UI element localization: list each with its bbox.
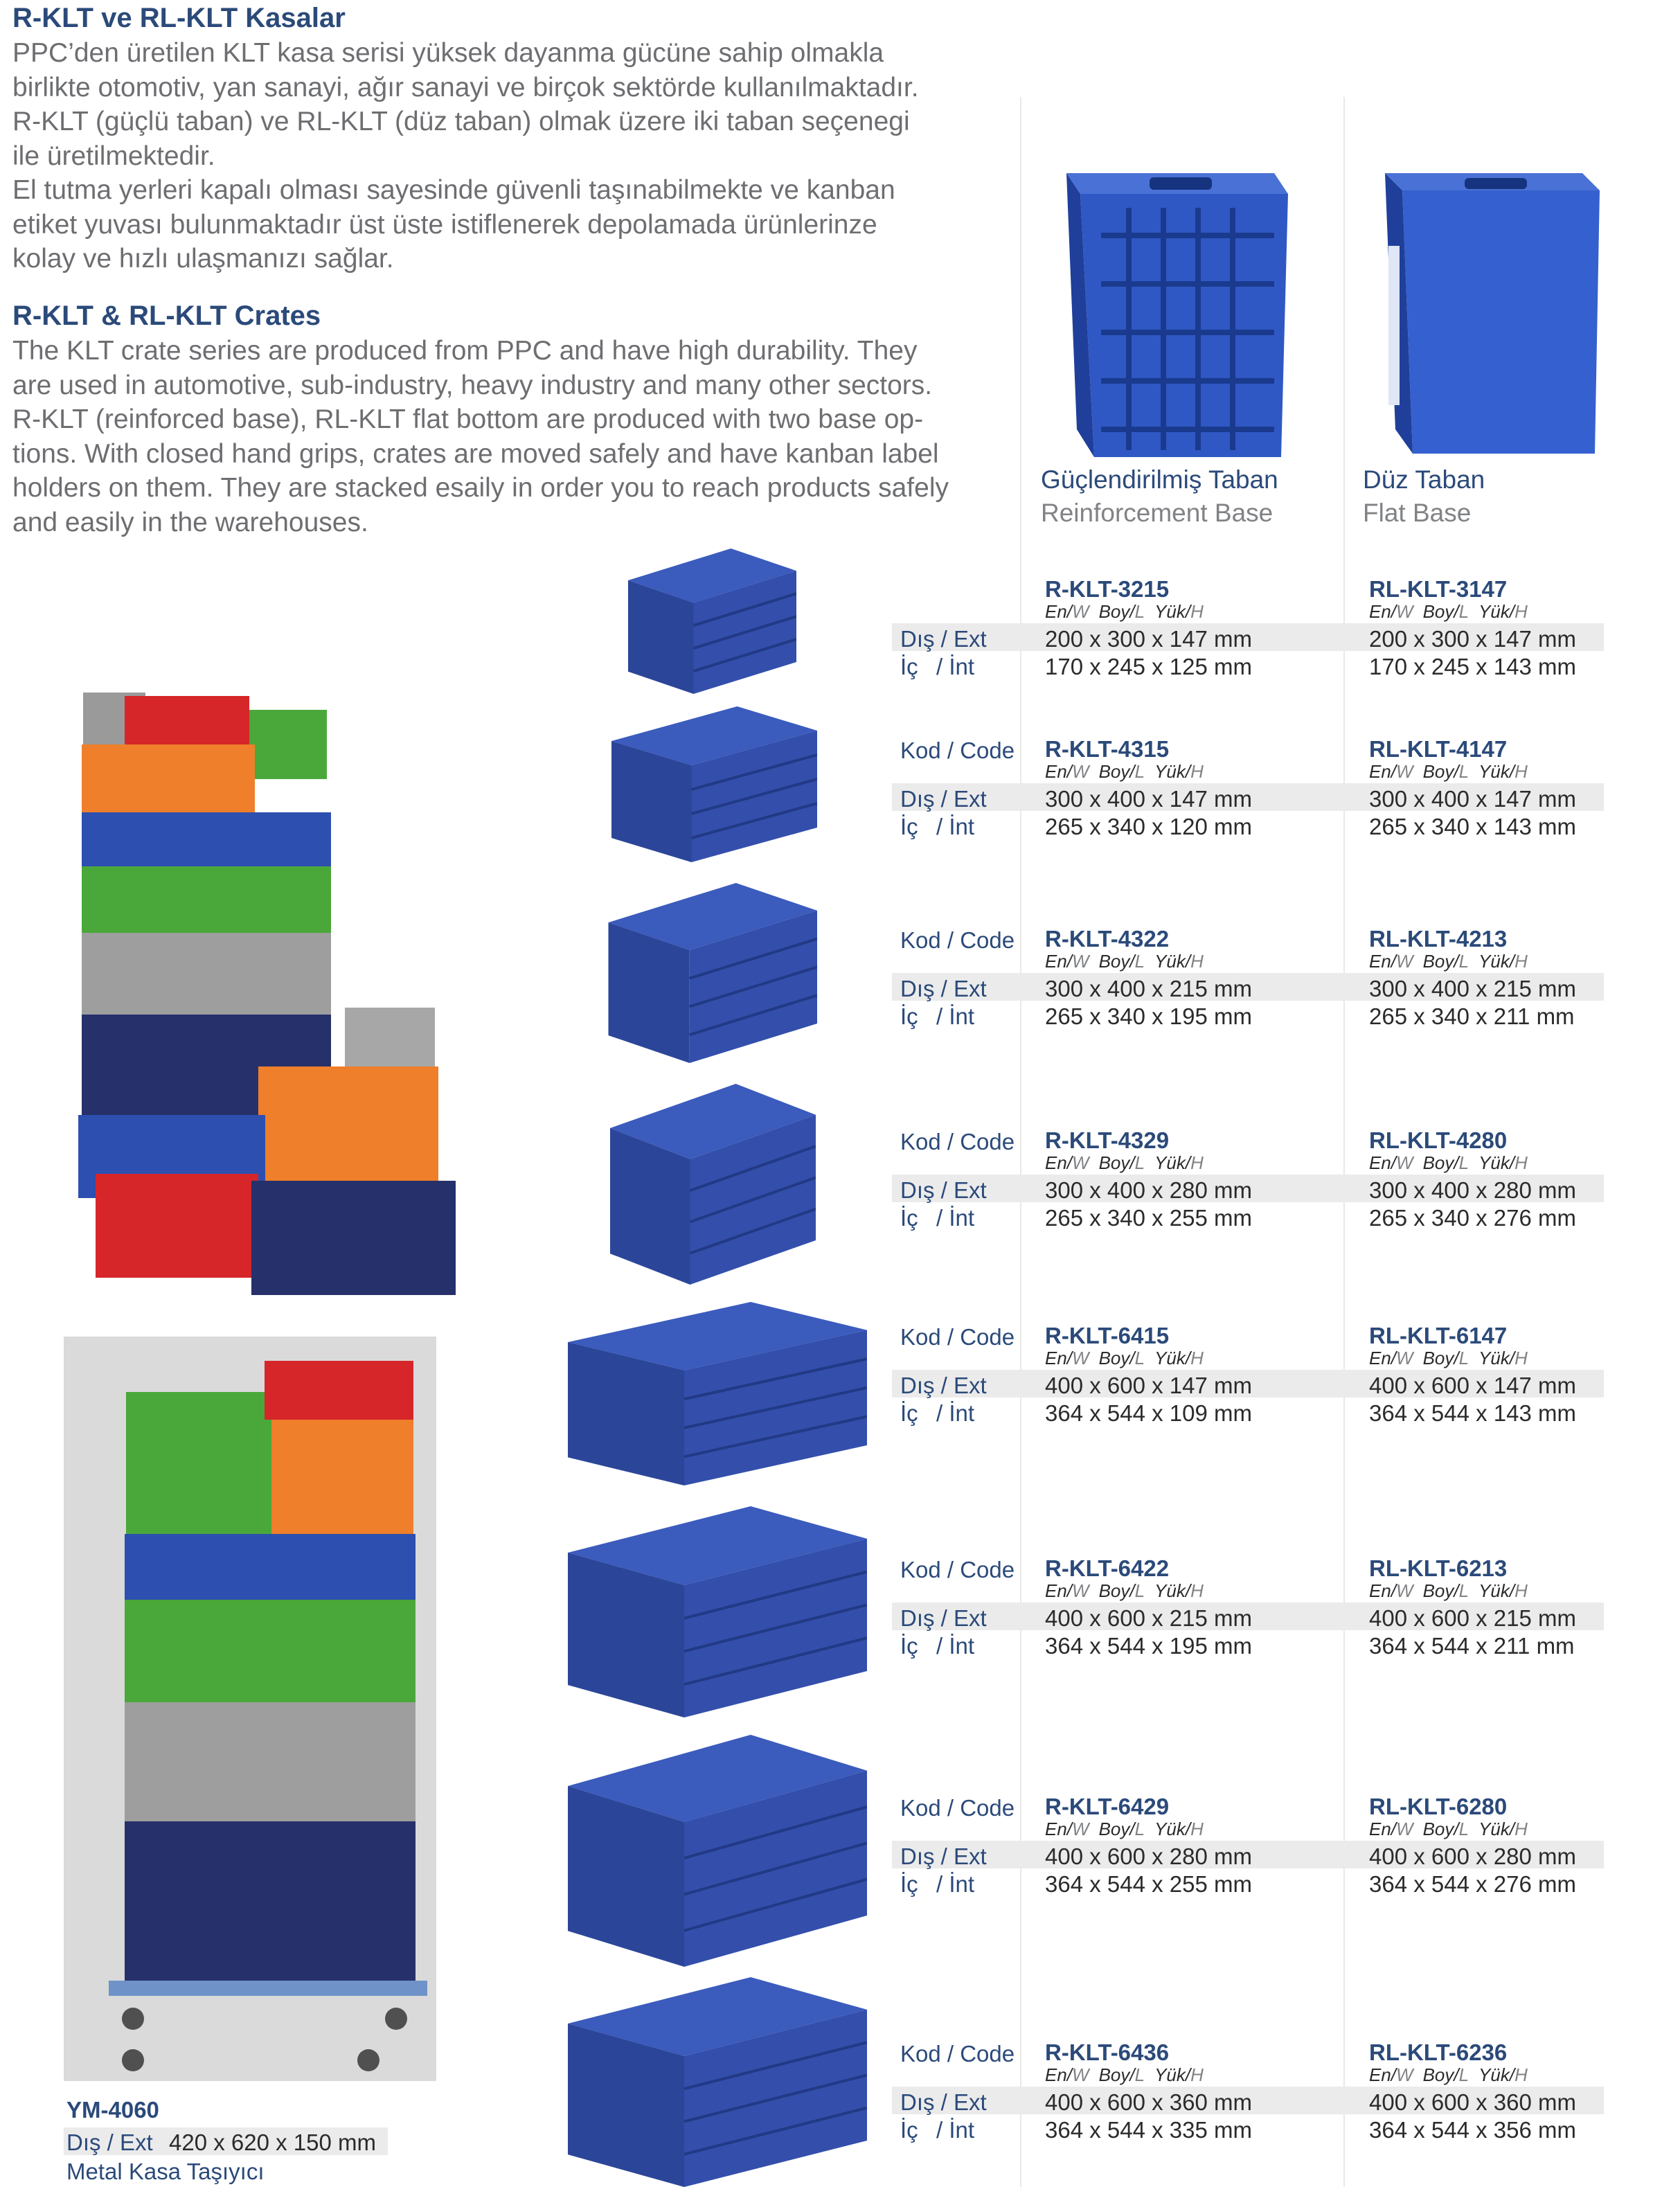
dimension-header-part: En/ <box>1369 1819 1397 1839</box>
rl-int-value: 364 x 544 x 143 mm <box>1369 1400 1576 1426</box>
dimension-header-part: L <box>1458 601 1469 622</box>
int-label-b: / İnt <box>936 1003 975 1029</box>
dimension-header-part: L <box>1134 1819 1145 1839</box>
int-label-a: İç <box>900 814 918 839</box>
dimension-header-part: W <box>1072 1348 1089 1368</box>
dimension-header-part: Yük/ <box>1154 2064 1191 2085</box>
dimension-header <box>1045 1580 1204 1602</box>
dimension-header-part: Boy/ <box>1098 761 1135 782</box>
dimension-header-part: Boy/ <box>1422 1152 1459 1173</box>
dimension-header-part: En/ <box>1369 2064 1397 2085</box>
trolley-name: Metal Kasa Taşıyıcı <box>66 2159 265 2184</box>
dimension-header-part: L <box>1134 951 1145 972</box>
intro-en-line: The KLT crate series are produced from PPC and have high durability. They <box>12 336 918 366</box>
dimension-header-part: W <box>1072 951 1089 972</box>
dimension-header-part: H <box>1190 1152 1204 1173</box>
dimension-header-part: L <box>1134 1580 1145 1601</box>
intro-en-line: tions. With closed hand grips, crates are moved safely and have kanban label <box>12 438 939 469</box>
ext-label: Dış / Ext <box>900 1844 987 1869</box>
rl-ext-value: 300 x 400 x 280 mm <box>1369 1177 1576 1203</box>
r-int-value: 364 x 544 x 255 mm <box>1045 1871 1252 1897</box>
dimension-header-part: En/ <box>1045 2064 1073 2085</box>
dimension-header-part: L <box>1134 1152 1145 1173</box>
dimension-header-part: Yük/ <box>1478 2064 1515 2085</box>
dimension-header-part: En/ <box>1369 1580 1397 1601</box>
column-divider <box>1343 97 1345 2187</box>
dimension-header-part: Boy/ <box>1098 1348 1135 1368</box>
rl-klt-code: RL-KLT-4147 <box>1369 736 1508 762</box>
dimension-header-part: L <box>1458 1580 1469 1601</box>
dimension-header-part: Yük/ <box>1478 1348 1515 1368</box>
dimension-header <box>1045 1348 1204 1369</box>
dimension-header-part: Boy/ <box>1422 1819 1459 1839</box>
dimension-header-part: H <box>1514 1819 1528 1839</box>
r-int-value: 170 x 245 x 125 mm <box>1045 654 1252 679</box>
r-ext-value: 300 x 400 x 147 mm <box>1045 786 1252 812</box>
reinforced-base-crate-image <box>1053 152 1295 464</box>
dimension-header-part: En/ <box>1045 1348 1073 1368</box>
dimension-header-part: W <box>1396 1152 1413 1173</box>
dimension-header-part: H <box>1190 951 1204 972</box>
dimension-header-part: En/ <box>1369 761 1397 782</box>
rl-klt-code: RL-KLT-6147 <box>1369 1323 1508 1348</box>
dimension-header-part: H <box>1514 601 1528 622</box>
intro-tr-line: birlikte otomotiv, yan sanayi, ağır sanayi ve birçok sektörde kullanılmaktadır. <box>12 72 919 102</box>
crate-product-image <box>609 548 796 694</box>
rl-klt-code: RL-KLT-4213 <box>1369 926 1508 952</box>
dimension-header-part: W <box>1396 601 1413 622</box>
dimension-header-part: L <box>1458 951 1469 972</box>
dimension-header-part: L <box>1134 1348 1145 1368</box>
dimension-header-part: L <box>1134 761 1145 782</box>
crate-product-image <box>585 883 817 1063</box>
intro-tr-line: PPC’den üretilen KLT kasa serisi yüksek dayanma gücüne sahip olmakla <box>12 38 884 68</box>
dimension-header-part: En/ <box>1369 601 1397 622</box>
dimension-header <box>1369 1580 1528 1602</box>
dimension-header-part: W <box>1396 1348 1413 1368</box>
dimension-header <box>1369 951 1528 972</box>
crate-product-image <box>587 1084 816 1285</box>
dimension-header-part: L <box>1458 1152 1469 1173</box>
intro-tr-line: El tutma yerleri kapalı olması sayesinde güvenli taşınabilmekte ve kanban <box>12 175 895 205</box>
int-label-b: / İnt <box>936 1205 975 1231</box>
ext-label: Dış / Ext <box>900 786 987 812</box>
int-label-b: / İnt <box>936 1633 975 1659</box>
dimension-header-part: Boy/ <box>1422 761 1459 782</box>
dimension-header-part: H <box>1190 1819 1204 1839</box>
dimension-header-part: En/ <box>1369 1152 1397 1173</box>
r-klt-code: R-KLT-3215 <box>1045 576 1170 602</box>
r-klt-code: R-KLT-6436 <box>1045 2039 1170 2065</box>
dimension-header-part: W <box>1396 761 1413 782</box>
dimension-header-part: Boy/ <box>1422 2064 1459 2085</box>
dimension-header <box>1045 1819 1204 1840</box>
dimension-header-part: H <box>1514 761 1528 782</box>
rl-ext-value: 200 x 300 x 147 mm <box>1369 626 1576 652</box>
int-label-b: / İnt <box>936 654 975 679</box>
dimension-header-part: Boy/ <box>1422 1348 1459 1368</box>
dimension-header-part: H <box>1190 1580 1204 1601</box>
dimension-header <box>1369 761 1528 783</box>
crate-product-image <box>535 1735 867 1967</box>
dimension-header-part: Yük/ <box>1154 1819 1191 1839</box>
dimension-header-part: W <box>1396 1819 1413 1839</box>
rl-klt-code: RL-KLT-6213 <box>1369 1555 1508 1581</box>
intro-en-line: R-KLT (reinforced base), RL-KLT flat bottom are produced with two base op- <box>12 404 924 434</box>
dimension-header-part: L <box>1458 2064 1469 2085</box>
rl-klt-code: RL-KLT-4280 <box>1369 1127 1508 1153</box>
flat-base-crate-image <box>1375 156 1610 461</box>
rl-int-value: 364 x 544 x 356 mm <box>1369 2117 1576 2143</box>
dimension-header-part: H <box>1190 601 1204 622</box>
rl-klt-code: RL-KLT-3147 <box>1369 576 1508 602</box>
int-label-a: İç <box>900 1205 918 1231</box>
intro-en-line: are used in automotive, sub-industry, heavy industry and many other sectors. <box>12 370 933 400</box>
dimension-header-part: Boy/ <box>1098 601 1135 622</box>
code-label: Kod / Code <box>900 2041 1015 2067</box>
crate-trolley-photo <box>64 1337 436 2081</box>
dimension-header-part: En/ <box>1045 1580 1073 1601</box>
r-ext-value: 200 x 300 x 147 mm <box>1045 626 1252 652</box>
int-label-b: / İnt <box>936 1400 975 1426</box>
r-klt-code: R-KLT-6429 <box>1045 1794 1170 1819</box>
code-label: Kod / Code <box>900 927 1015 953</box>
int-label-a: İç <box>900 1633 918 1659</box>
dimension-header <box>1045 601 1204 623</box>
dimension-header-part: Yük/ <box>1154 1580 1191 1601</box>
dimension-header-part: Yük/ <box>1478 1152 1515 1173</box>
dimension-header-part: En/ <box>1045 761 1073 782</box>
crate-product-image <box>535 1506 867 1717</box>
stacked-crates-photo <box>75 689 463 1298</box>
rl-ext-value: 400 x 600 x 360 mm <box>1369 2089 1576 2115</box>
dimension-header-part: En/ <box>1045 1819 1073 1839</box>
dimension-header-part: En/ <box>1045 951 1073 972</box>
dimension-header-part: W <box>1396 951 1413 972</box>
r-int-value: 364 x 544 x 109 mm <box>1045 1400 1252 1426</box>
rl-klt-code: RL-KLT-6280 <box>1369 1794 1508 1819</box>
rl-ext-value: 300 x 400 x 147 mm <box>1369 786 1576 812</box>
rl-int-value: 364 x 544 x 211 mm <box>1369 1633 1575 1659</box>
r-int-value: 364 x 544 x 195 mm <box>1045 1633 1252 1659</box>
dimension-header-part: W <box>1072 601 1089 622</box>
dimension-header-part: Yük/ <box>1154 951 1191 972</box>
r-ext-value: 400 x 600 x 215 mm <box>1045 1605 1252 1631</box>
rl-ext-value: 400 x 600 x 280 mm <box>1369 1844 1576 1869</box>
dimension-header-part: H <box>1514 1580 1528 1601</box>
int-label-a: İç <box>900 1400 918 1426</box>
dimension-header-part: En/ <box>1045 601 1073 622</box>
dimension-header <box>1045 951 1204 972</box>
r-int-value: 265 x 340 x 195 mm <box>1045 1003 1252 1029</box>
r-ext-value: 300 x 400 x 215 mm <box>1045 976 1252 1001</box>
intro-en-paragraph <box>12 334 997 539</box>
int-label-b: / İnt <box>936 814 975 839</box>
dimension-header-part: H <box>1514 951 1528 972</box>
dimension-header-part: Boy/ <box>1422 1580 1459 1601</box>
column-divider <box>1020 97 1021 2187</box>
rl-int-value: 265 x 340 x 211 mm <box>1369 1003 1575 1029</box>
dimension-header-part: Boy/ <box>1422 601 1459 622</box>
int-label-b: / İnt <box>936 1871 975 1897</box>
intro-en-line: and easily in the warehouses. <box>12 507 368 537</box>
dimension-header <box>1045 761 1204 783</box>
dimension-header-part: W <box>1396 2064 1413 2085</box>
dimension-header-part: Boy/ <box>1098 1152 1135 1173</box>
dimension-header <box>1369 2064 1528 2086</box>
dimension-header <box>1369 1819 1528 1840</box>
trolley-code: YM-4060 <box>66 2097 159 2123</box>
crate-product-image <box>535 1977 867 2187</box>
dimension-header-part: W <box>1396 1580 1413 1601</box>
int-label-a: İç <box>900 1003 918 1029</box>
code-label: Kod / Code <box>900 1324 1015 1350</box>
dimension-header-part: Boy/ <box>1098 1580 1135 1601</box>
dimension-header-part: W <box>1072 1152 1089 1173</box>
code-label: Kod / Code <box>900 738 1015 763</box>
r-ext-value: 400 x 600 x 147 mm <box>1045 1373 1252 1398</box>
intro-tr-title: R-KLT ve RL-KLT Kasalar <box>12 3 346 33</box>
dimension-header-part: L <box>1458 1348 1469 1368</box>
r-int-value: 364 x 544 x 335 mm <box>1045 2117 1252 2143</box>
r-ext-value: 400 x 600 x 360 mm <box>1045 2089 1252 2115</box>
dimension-header-part: Yük/ <box>1478 1819 1515 1839</box>
dimension-header-part: Yük/ <box>1154 761 1191 782</box>
dimension-header <box>1369 1348 1528 1369</box>
int-label-b: / İnt <box>936 2117 975 2143</box>
dimension-header-part: H <box>1190 761 1204 782</box>
dimension-header-part: Boy/ <box>1098 951 1135 972</box>
rl-ext-value: 400 x 600 x 147 mm <box>1369 1373 1576 1398</box>
dimension-header-part: Yük/ <box>1154 601 1191 622</box>
rl-ext-value: 300 x 400 x 215 mm <box>1369 976 1576 1001</box>
intro-tr-line: ile üretilmektedir. <box>12 141 215 171</box>
int-label-a: İç <box>900 2117 918 2143</box>
int-label-a: İç <box>900 1871 918 1897</box>
code-label: Kod / Code <box>900 1557 1015 1582</box>
intro-en-title: R-KLT & RL-KLT Crates <box>12 301 321 331</box>
dimension-header-part: Yük/ <box>1154 1348 1191 1368</box>
rl-int-value: 265 x 340 x 276 mm <box>1369 1205 1576 1231</box>
dimension-header-part: H <box>1514 1348 1528 1368</box>
dimension-header-part: Yük/ <box>1478 1580 1515 1601</box>
code-label: Kod / Code <box>900 1129 1015 1154</box>
dimension-header-part: W <box>1072 761 1089 782</box>
r-klt-code: R-KLT-6415 <box>1045 1323 1170 1348</box>
int-label-a: İç <box>900 654 918 679</box>
dimension-header <box>1045 1152 1204 1174</box>
rl-int-value: 170 x 245 x 143 mm <box>1369 654 1576 679</box>
dimension-header-part: Yük/ <box>1478 761 1515 782</box>
dimension-header-part: L <box>1134 2064 1145 2085</box>
dimension-header-part: En/ <box>1369 1348 1397 1368</box>
intro-tr-line: kolay ve hızlı ulaşmanızı sağlar. <box>12 244 394 274</box>
r-int-value: 265 x 340 x 255 mm <box>1045 1205 1252 1231</box>
crate-product-image <box>589 706 817 862</box>
intro-tr-line: R-KLT (güçlü taban) ve RL-KLT (düz taban) olmak üzere iki taban seçenegi <box>12 107 910 136</box>
r-klt-code: R-KLT-4329 <box>1045 1127 1170 1153</box>
r-int-value: 265 x 340 x 120 mm <box>1045 814 1252 839</box>
intro-tr-line: etiket yuvası bulunmaktadır üst üste istiflenerek depolamada ürünlerinze <box>12 209 877 240</box>
trolley-ext-value: 420 x 620 x 150 mm <box>169 2130 376 2155</box>
dimension-header-part: Yük/ <box>1478 951 1515 972</box>
dimension-header-part: L <box>1458 1819 1469 1839</box>
flat-base-title-en: Flat Base <box>1363 499 1472 527</box>
ext-label: Dış / Ext <box>900 1605 987 1631</box>
dimension-header-part: Boy/ <box>1098 1819 1135 1839</box>
trolley-ext-label: Dış / Ext <box>66 2130 153 2155</box>
dimension-header <box>1369 601 1528 623</box>
dimension-header-part: Boy/ <box>1098 2064 1135 2085</box>
r-klt-code: R-KLT-6422 <box>1045 1555 1170 1581</box>
dimension-header-part: H <box>1190 2064 1204 2085</box>
r-klt-code: R-KLT-4315 <box>1045 736 1170 762</box>
r-ext-value: 400 x 600 x 280 mm <box>1045 1844 1252 1869</box>
dimension-header-part: H <box>1514 1152 1528 1173</box>
code-label: Kod / Code <box>900 1795 1015 1821</box>
dimension-header-part: L <box>1458 761 1469 782</box>
dimension-header-part: H <box>1190 1348 1204 1368</box>
dimension-header-part: Yük/ <box>1154 1152 1191 1173</box>
ext-label: Dış / Ext <box>900 976 987 1001</box>
dimension-header-part: H <box>1514 2064 1528 2085</box>
intro-tr-paragraph <box>12 36 997 276</box>
rl-int-value: 265 x 340 x 143 mm <box>1369 814 1576 839</box>
dimension-header-part: En/ <box>1369 951 1397 972</box>
r-ext-value: 300 x 400 x 280 mm <box>1045 1177 1252 1203</box>
ext-label: Dış / Ext <box>900 1177 987 1203</box>
rl-klt-code: RL-KLT-6236 <box>1369 2039 1508 2065</box>
dimension-header <box>1045 2064 1204 2086</box>
dimension-header-part: W <box>1072 1580 1089 1601</box>
ext-label: Dış / Ext <box>900 2089 987 2115</box>
crate-product-image <box>535 1302 867 1485</box>
intro-en-line: holders on them. They are stacked esaily in order you to reach products safely <box>12 473 949 503</box>
dimension-header-part: W <box>1072 2064 1089 2085</box>
dimension-header-part: Boy/ <box>1422 951 1459 972</box>
rl-int-value: 364 x 544 x 276 mm <box>1369 1871 1576 1897</box>
dimension-header-part: En/ <box>1045 1152 1073 1173</box>
dimension-header-part: W <box>1072 1819 1089 1839</box>
dimension-header-part: L <box>1134 601 1145 622</box>
flat-base-title-tr: Düz Taban <box>1363 465 1485 494</box>
ext-label: Dış / Ext <box>900 1373 987 1398</box>
reinforced-base-title-en: Reinforcement Base <box>1041 499 1274 527</box>
reinforced-base-title-tr: Güçlendirilmiş Taban <box>1041 465 1278 494</box>
ext-label: Dış / Ext <box>900 626 987 652</box>
rl-ext-value: 400 x 600 x 215 mm <box>1369 1605 1576 1631</box>
dimension-header <box>1369 1152 1528 1174</box>
r-klt-code: R-KLT-4322 <box>1045 926 1170 952</box>
dimension-header-part: Yük/ <box>1478 601 1515 622</box>
